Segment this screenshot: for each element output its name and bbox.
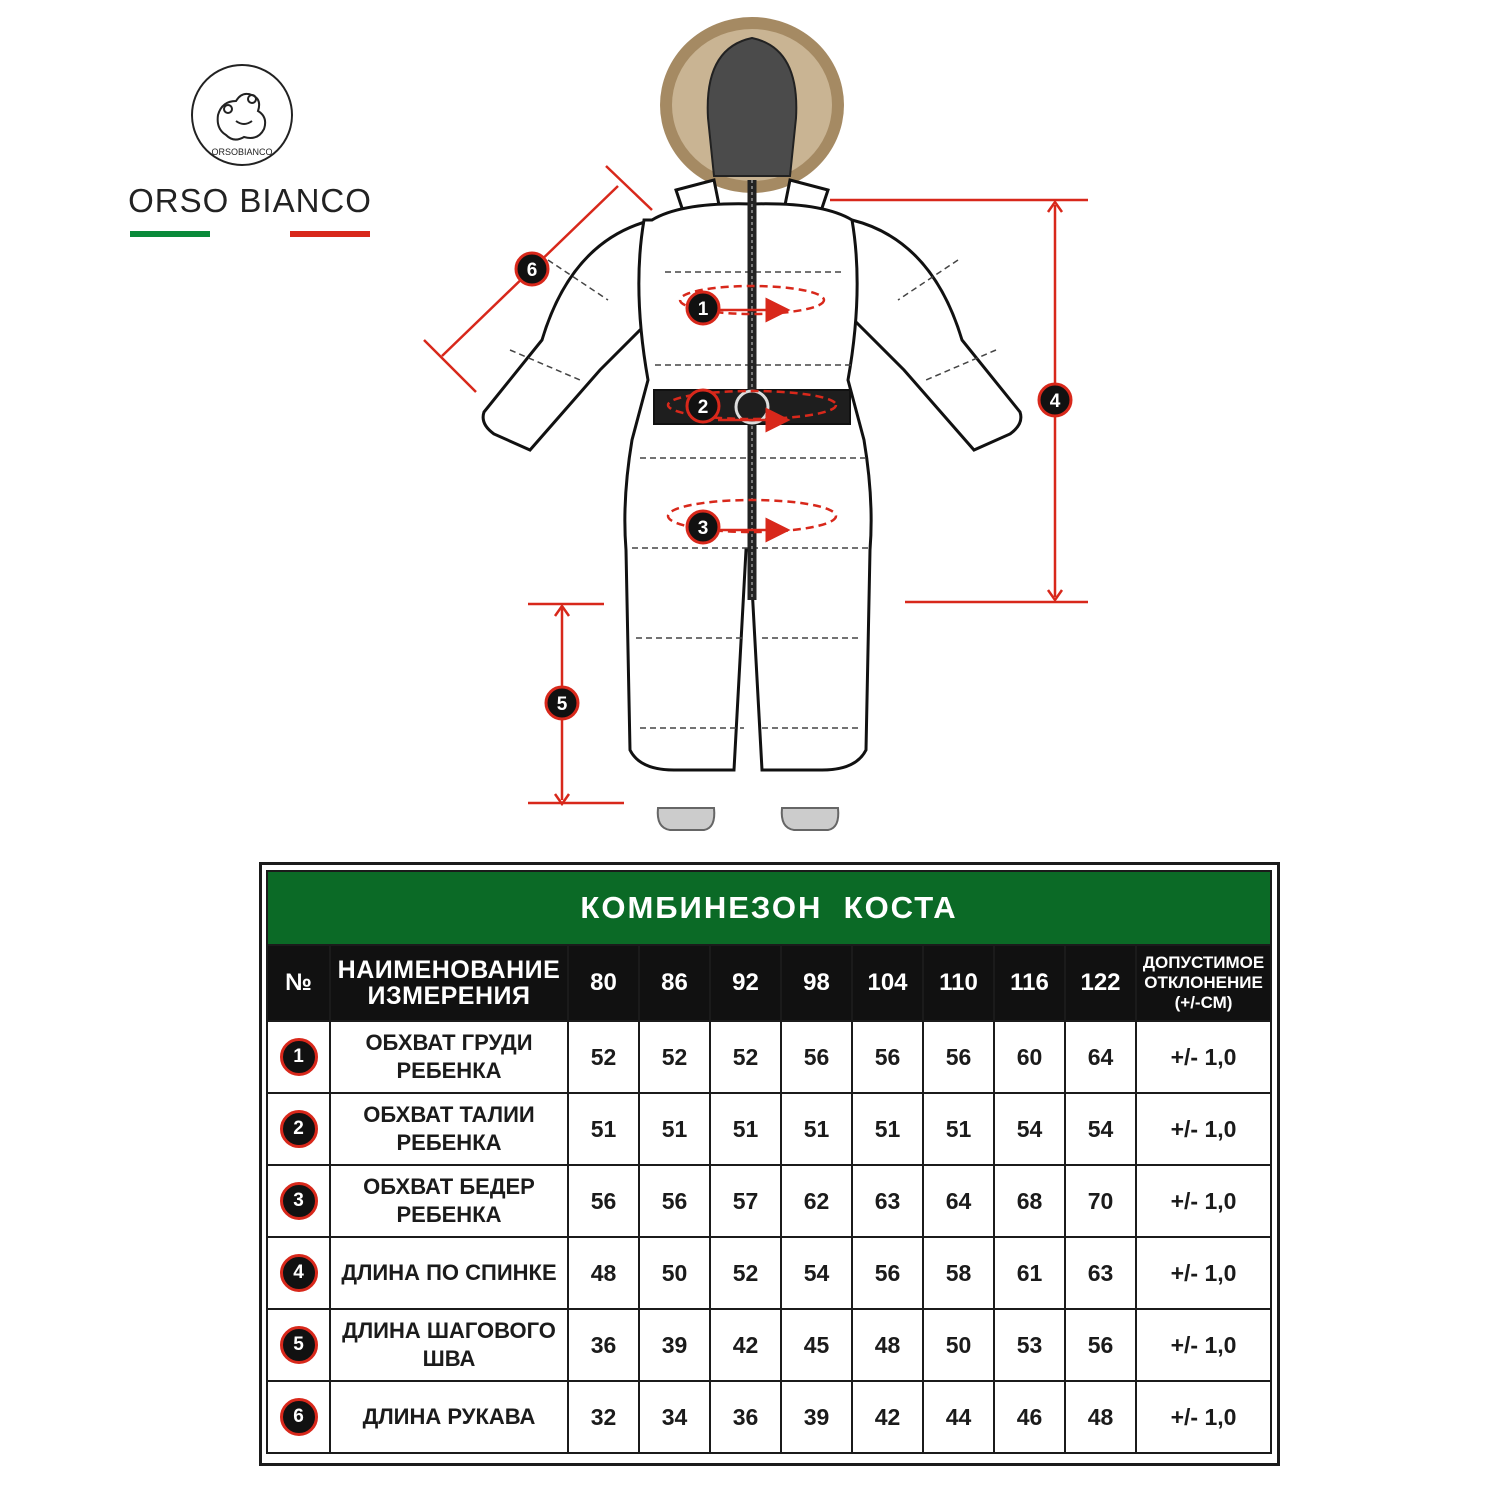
value-cell: 64 [1065, 1021, 1136, 1093]
row-number-badge: 3 [280, 1182, 318, 1220]
tolerance-cell: +/- 1,0 [1136, 1309, 1271, 1381]
measurement-name-line: РЕБЕНКА [396, 1130, 502, 1155]
marker-6-label: 6 [526, 260, 538, 281]
marker-3-label: 3 [697, 518, 709, 539]
table-row [267, 1309, 1271, 1381]
red-stripe [290, 231, 370, 237]
header-size: 104 [852, 945, 923, 1021]
marker-2 [687, 390, 719, 422]
header-num: № [267, 945, 330, 1021]
tolerance-cell: +/- 1,0 [1136, 1381, 1271, 1453]
value-cell: 54 [781, 1237, 852, 1309]
row-number-cell [267, 1381, 330, 1453]
hood-fur [660, 17, 844, 193]
value-cell: 56 [852, 1237, 923, 1309]
row-number-badge: 4 [280, 1254, 318, 1292]
value-cell: 51 [781, 1093, 852, 1165]
value-cell: 42 [710, 1309, 781, 1381]
measurement-name [330, 1309, 568, 1381]
tolerance-cell: +/- 1,0 [1136, 1237, 1271, 1309]
value-cell: 58 [923, 1237, 994, 1309]
value-cell: 52 [710, 1237, 781, 1309]
value-cell: 51 [923, 1093, 994, 1165]
measurement-name-line: ОБХВАТ БЕДЕР [363, 1174, 535, 1199]
header-size: 122 [1065, 945, 1136, 1021]
value-cell: 56 [1065, 1309, 1136, 1381]
marker-4 [1039, 384, 1071, 416]
value-cell: 61 [994, 1237, 1065, 1309]
row-number-cell [267, 1309, 330, 1381]
header-name-line-1: НАИМЕНОВАНИЕ [337, 956, 561, 984]
marker-3 [687, 511, 719, 543]
value-cell: 50 [923, 1309, 994, 1381]
value-cell: 36 [710, 1381, 781, 1453]
measurement-name [330, 1165, 568, 1237]
header-size: 80 [568, 945, 639, 1021]
value-cell: 34 [639, 1381, 710, 1453]
row-number-badge: 2 [280, 1110, 318, 1148]
header-tolerance [1136, 945, 1271, 1021]
header-size: 92 [710, 945, 781, 1021]
brand-name: ORSO BIANCO [128, 182, 372, 219]
header-tolerance-line-3: (+/-СМ) [1174, 993, 1233, 1012]
value-cell: 52 [568, 1021, 639, 1093]
brand-logo [120, 60, 380, 250]
value-cell: 45 [781, 1309, 852, 1381]
row-number-cell [267, 1093, 330, 1165]
measurement-name [330, 1021, 568, 1093]
header-tolerance-line-1: ДОПУСТИМОЕ [1142, 953, 1265, 972]
tolerance-cell: +/- 1,0 [1136, 1021, 1271, 1093]
marker-2-label: 2 [697, 397, 709, 418]
table-row [267, 1381, 1271, 1453]
table-row [267, 1165, 1271, 1237]
size-table-container [266, 870, 1270, 1457]
value-cell: 56 [852, 1021, 923, 1093]
measurement-name-line: ШВА [422, 1346, 476, 1371]
value-cell: 39 [781, 1381, 852, 1453]
header-size: 116 [994, 945, 1065, 1021]
value-cell: 53 [994, 1309, 1065, 1381]
marker-5-label: 5 [556, 694, 568, 715]
size-table [266, 870, 1272, 1454]
bear-emblem-icon [190, 63, 294, 167]
marker-1-label: 1 [697, 299, 709, 320]
measurement-name-line: РЕБЕНКА [396, 1058, 502, 1083]
marker-6 [516, 253, 548, 285]
emblem-text: ORSOBIANCO [211, 147, 273, 157]
value-cell: 51 [852, 1093, 923, 1165]
value-cell: 46 [994, 1381, 1065, 1453]
value-cell: 70 [1065, 1165, 1136, 1237]
value-cell: 56 [568, 1165, 639, 1237]
measurement-name-line: ДЛИНА ШАГОВОГО [342, 1318, 556, 1343]
row-number-badge: 1 [280, 1038, 318, 1076]
marker-1 [687, 292, 719, 324]
header-size: 110 [923, 945, 994, 1021]
value-cell: 51 [639, 1093, 710, 1165]
measurement-name-line: ОБХВАТ ТАЛИИ [363, 1102, 535, 1127]
row-number-cell [267, 1165, 330, 1237]
value-cell: 54 [994, 1093, 1065, 1165]
tolerance-cell: +/- 1,0 [1136, 1093, 1271, 1165]
header-size: 98 [781, 945, 852, 1021]
measurement-name [330, 1381, 568, 1453]
value-cell: 62 [781, 1165, 852, 1237]
table-row [267, 1093, 1271, 1165]
measurement-name-line: ДЛИНА ПО СПИНКЕ [341, 1260, 557, 1285]
value-cell: 48 [852, 1309, 923, 1381]
header-name-line-2: ИЗМЕРЕНИЯ [367, 982, 531, 1010]
measurement-name [330, 1093, 568, 1165]
measurement-name [330, 1237, 568, 1309]
header-name [330, 945, 568, 1021]
marker-4-label: 4 [1049, 391, 1061, 412]
value-cell: 54 [1065, 1093, 1136, 1165]
value-cell: 48 [1065, 1381, 1136, 1453]
row-number-badge: 6 [280, 1398, 318, 1436]
jumpsuit-illustration [400, 10, 1120, 840]
value-cell: 60 [994, 1021, 1065, 1093]
value-cell: 48 [568, 1237, 639, 1309]
row-number-badge: 5 [280, 1326, 318, 1364]
tolerance-cell: +/- 1,0 [1136, 1165, 1271, 1237]
value-cell: 63 [852, 1165, 923, 1237]
header-size: 86 [639, 945, 710, 1021]
value-cell: 68 [994, 1165, 1065, 1237]
value-cell: 52 [639, 1021, 710, 1093]
measurement-name-line: ОБХВАТ ГРУДИ [365, 1030, 533, 1055]
header-tolerance-line-2: ОТКЛОНЕНИЕ [1144, 973, 1263, 992]
value-cell: 56 [781, 1021, 852, 1093]
row-number-cell [267, 1021, 330, 1093]
value-cell: 36 [568, 1309, 639, 1381]
value-cell: 63 [1065, 1237, 1136, 1309]
value-cell: 42 [852, 1381, 923, 1453]
value-cell: 32 [568, 1381, 639, 1453]
value-cell: 50 [639, 1237, 710, 1309]
value-cell: 44 [923, 1381, 994, 1453]
value-cell: 39 [639, 1309, 710, 1381]
value-cell: 56 [639, 1165, 710, 1237]
row-number-cell [267, 1237, 330, 1309]
table-row [267, 1021, 1271, 1093]
value-cell: 52 [710, 1021, 781, 1093]
value-cell: 56 [923, 1021, 994, 1093]
value-cell: 51 [568, 1093, 639, 1165]
measurement-name-line: ДЛИНА РУКАВА [362, 1404, 536, 1429]
table-row [267, 1237, 1271, 1309]
green-stripe [130, 231, 210, 237]
value-cell: 64 [923, 1165, 994, 1237]
measurement-name-line: РЕБЕНКА [396, 1202, 502, 1227]
value-cell: 57 [710, 1165, 781, 1237]
value-cell: 51 [710, 1093, 781, 1165]
table-title: КОМБИНЕЗОН КОСТА [267, 871, 1271, 945]
marker-5 [546, 687, 578, 719]
